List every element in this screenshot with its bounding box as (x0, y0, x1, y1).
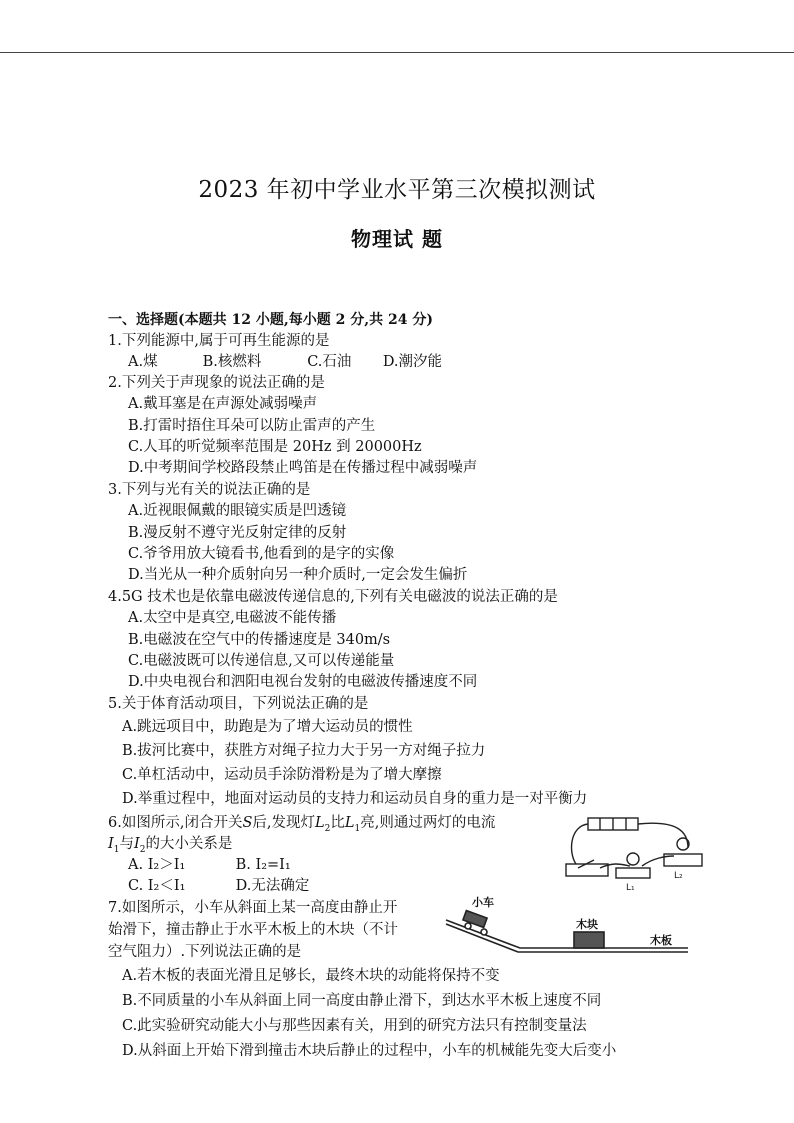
q5-option-b: B.拔河比赛中，获胜方对绳子拉力大于另一方对绳子拉力 (122, 743, 486, 759)
q7-option-c: C.此实验研究动能大小与那些因素有关，用到的研究方法只有控制变量法 (122, 1018, 587, 1034)
q5-option-a: A.跳远项目中，助跑是为了增大运动员的惯性 (122, 719, 413, 735)
q6-circuit-figure (558, 812, 708, 896)
q7-option-a: A.若木板的表面光滑且足够长，最终木块的动能将保持不变 (122, 968, 500, 984)
q1-option-c: C.石油 (307, 354, 352, 370)
q3-option-c: C.爷爷用放大镜看书,他看到的是字的实像 (128, 546, 395, 562)
q6-option-a: A. I₂＞I₁ (128, 857, 186, 873)
q2-option-d: D.中考期间学校路段禁止鸣笛是在传播过程中减弱噪声 (128, 460, 478, 476)
lamp-l1-icon (627, 853, 639, 865)
fig-l1-label: L₁ (626, 883, 635, 893)
q6-stem-line2: $I_1$与$I_2$的大小关系是 (108, 836, 233, 855)
exam-title: 2023 年初中学业水平第三次模拟测试 (198, 177, 596, 203)
q7-stem-line2: 始滑下，撞击静止于水平木板上的木块（不计 (108, 922, 398, 938)
q1-option-d: D.潮汐能 (382, 354, 443, 370)
q2-option-b: B.打雷时捂住耳朵可以防止雷声的产生 (128, 418, 376, 434)
q7-option-d: D.从斜面上开始下滑到撞击木块后静止的过程中，小车的机械能先变大后变小 (122, 1043, 617, 1059)
q1-options (128, 352, 442, 372)
q7-option-b: B.不同质量的小车从斜面上同一高度由静止滑下，到达水平木板上速度不同 (122, 993, 602, 1009)
exam-subtitle: 物理试 题 (351, 227, 443, 251)
q6-option-b: B. I₂=I₁ (235, 857, 291, 873)
switch-icon (566, 864, 608, 876)
q2-stem: 2.下列关于声现象的说法正确的是 (108, 375, 325, 391)
q7-stem-line3: 空气阻力）.下列说法正确的是 (108, 944, 302, 960)
q4-stem: 4.5G 技术也是依靠电磁波传递信息的,下列有关电磁波的说法正确的是 (108, 589, 558, 605)
q5-option-c: C.单杠活动中，运动员手涂防滑粉是为了增大摩擦 (122, 767, 442, 783)
q6-options-row2 (128, 876, 309, 896)
q3-option-a: A.近视眼佩戴的眼镜实质是凹透镜 (128, 503, 347, 519)
q2-option-c: C.人耳的听觉频率范围是 20Hz 到 20000Hz (128, 439, 422, 455)
fig-l2-label: L₂ (674, 871, 683, 881)
q4-option-d: D.中央电视台和泗阳电视台发射的电磁波传播速度不同 (128, 674, 478, 690)
fig-car-label: 小车 (472, 896, 494, 909)
section-heading: 一、选择题(本题共 12 小题,每小题 2 分,共 24 分) (108, 312, 433, 328)
q1-option-a: A.煤 (128, 354, 158, 370)
q7-incline-figure (442, 896, 692, 958)
q2-option-a: A.戴耳塞是在声源处减弱噪声 (128, 396, 318, 412)
q3-stem: 3.下列与光有关的说法正确的是 (108, 482, 311, 498)
q6-option-c: C. I₂＜I₁ (128, 878, 186, 894)
q6-options-row1 (128, 855, 291, 875)
q6-stem-line1: 6.如图所示,闭合开关S后,发现灯$L_2$比$L_1$亮,则通过两灯的电流 (108, 815, 496, 834)
header-rule (0, 52, 794, 53)
block-icon (574, 932, 604, 948)
q3-option-b: B.漫反射不遵守光反射定律的反射 (128, 525, 347, 541)
q1-stem: 1.下列能源中,属于可再生能源的是 (108, 333, 330, 349)
q4-option-c: C.电磁波既可以传递信息,又可以传递能量 (128, 653, 395, 669)
q5-stem: 5.关于体育活动项目，下列说法正确的是 (108, 696, 369, 712)
q4-option-a: A.太空中是真空,电磁波不能传播 (128, 610, 337, 626)
q5-option-d: D.举重过程中，地面对运动员的支持力和运动员自身的重力是一对平衡力 (122, 791, 588, 807)
q4-option-b: B.电磁波在空气中的传播速度是 340m/s (128, 632, 391, 648)
q3-option-d: D.当光从一种介质射向另一种介质时,一定会发生偏折 (128, 567, 468, 583)
q1-option-b: B.核燃料 (202, 354, 262, 370)
fig-block-label: 木块 (576, 918, 598, 931)
q6-option-d: D.无法确定 (235, 878, 310, 894)
q7-stem-line1: 7.如图所示，小车从斜面上某一高度由静止开 (108, 900, 398, 916)
fig-board-label: 木板 (650, 934, 672, 947)
